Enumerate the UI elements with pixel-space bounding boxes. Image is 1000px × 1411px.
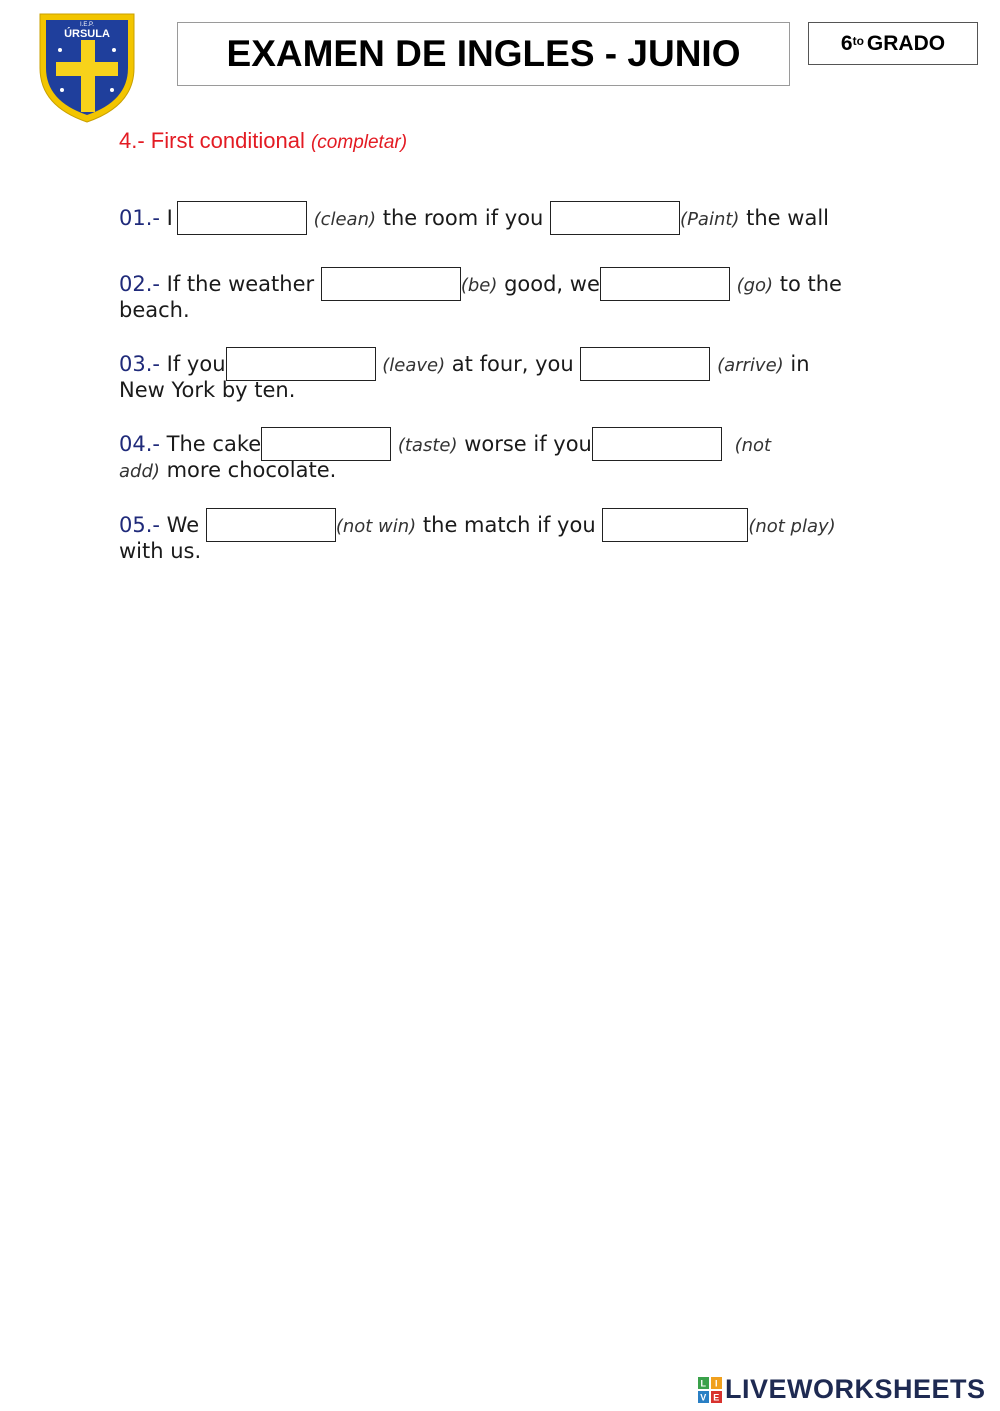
- exercise-text: with us.: [119, 539, 202, 563]
- brand-text: LIVEWORKSHEETS: [725, 1374, 986, 1404]
- exercise-text: to the: [779, 272, 842, 296]
- verb-hint: (not win): [335, 516, 417, 537]
- grade-number: 6: [840, 31, 853, 55]
- exercise-number: 04.-: [119, 432, 160, 456]
- grade-badge: [808, 22, 978, 65]
- exercise-text: more chocolate.: [166, 458, 337, 482]
- exercise-5-continued: [119, 537, 919, 566]
- verb-hint: (arrive): [717, 355, 784, 376]
- answer-box-1a[interactable]: [177, 201, 307, 235]
- svg-text:I: I: [714, 1378, 719, 1388]
- grade-label: GRADO: [866, 31, 946, 55]
- exercise-text: at four, you: [451, 352, 574, 376]
- liveworksheets-brand: [698, 1374, 986, 1405]
- exercise-3-continued: [119, 376, 919, 405]
- exercise-number: 05.-: [119, 513, 160, 537]
- exercise-text: in: [790, 352, 810, 376]
- exercise-text: the room if you: [382, 206, 544, 230]
- verb-hint: (not play): [748, 516, 836, 537]
- verb-hint: (clean): [313, 209, 377, 230]
- answer-box-1b[interactable]: [550, 201, 680, 235]
- exercise-text: We: [166, 513, 200, 537]
- verb-hint: (not: [734, 435, 772, 456]
- svg-text:V: V: [700, 1392, 707, 1402]
- exercise-number: 01.-: [119, 206, 160, 230]
- exercise-text: the wall: [746, 206, 829, 230]
- exam-title-text: EXAMEN DE INGLES - JUNIO: [226, 33, 741, 74]
- svg-text:E: E: [713, 1392, 720, 1402]
- liveworksheets-icon: [698, 1377, 722, 1403]
- exercise-text: the match if you: [422, 513, 596, 537]
- grade-suffix: to: [852, 33, 864, 48]
- verb-hint: (Paint): [680, 209, 740, 230]
- svg-text:L: L: [700, 1378, 707, 1388]
- exercise-text: The cake: [166, 432, 262, 456]
- school-crest-logo: [34, 6, 140, 126]
- exercise-text: New York by ten.: [119, 378, 296, 402]
- verb-hint: (go): [736, 275, 774, 296]
- exercise-4-continued: [119, 456, 919, 486]
- exam-title: [177, 22, 790, 86]
- exercise-text: worse if you: [464, 432, 592, 456]
- exercise-text: beach.: [119, 298, 190, 322]
- svg-text:I.E.P.: I.E.P.: [80, 22, 94, 28]
- verb-hint: (be): [460, 275, 498, 296]
- exercise-text: If you: [166, 352, 226, 376]
- exercise-2-continued: [119, 296, 919, 325]
- exercise-number: 02.-: [119, 272, 160, 296]
- exercise-text: good, we: [504, 272, 600, 296]
- exercise-1: [119, 201, 919, 235]
- section-hint: (completar): [310, 132, 408, 153]
- exercise-number: 03.-: [119, 352, 160, 376]
- verb-hint: add): [119, 461, 160, 482]
- section-title-text: 4.- First conditional: [119, 128, 305, 153]
- section-title: [119, 128, 407, 154]
- exercise-text: I: [166, 206, 173, 230]
- exercise-text: If the weather: [166, 272, 315, 296]
- verb-hint: (taste): [397, 435, 458, 456]
- svg-text:ÚRSULA: ÚRSULA: [64, 28, 110, 40]
- verb-hint: (leave): [382, 355, 446, 376]
